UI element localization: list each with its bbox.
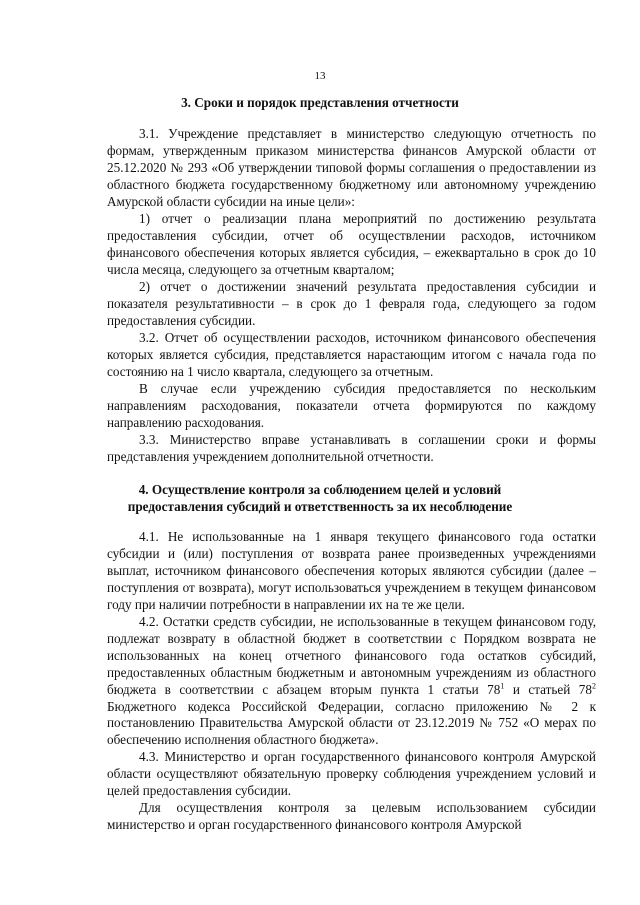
paragraph-4-2 (107, 614, 596, 749)
paragraph-4-1: 4.1. Не использованные на 1 января текущего финансового года остатки субсидии и (или) поступления от возврата ранее произведенных учреждениями выплат, источником финансового обеспечения которых являются субсидии (далее – поступления от возврата), могут использоваться учреждением в текущем финансовом году при наличии потребности в направлении их на те же цели. (107, 529, 596, 612)
paragraph-4-2-text-1: 4.2. Остатки средств субсидии, не использованные в текущем финансовом году, подлежат возврату в областной бюджет в соответствии с Порядком возврата не использованных на конец отчетного финансового года остатков субсидий, предоставленных областным бюджетным и автономным учреждениям из областного бюджета в соответствии с абзацем вторым пункта 1 статьи 78 (107, 614, 596, 697)
paragraph-4-2-text-3: Бюджетного кодекса Российской Федерации, согласно приложению № 2 к постановлению Правительства Амурской области от 23.12.2019 № 752 «О мерах по обеспечению исполнения областного бюджета». (107, 698, 596, 748)
paragraph-4-3-note: Для осуществления контроля за целевым использованием субсидии министерство и орган государственного финансового контроля Амурской (107, 800, 596, 832)
section-4-heading (100, 481, 540, 515)
section-3-heading: 3. Сроки и порядок представления отчетности (181, 95, 459, 110)
paragraph-4-3: 4.3. Министерство и орган государственного финансового контроля Амурской области осуществляют обязательную проверку соблюдения учреждением условий и целей предоставления субсидии. (107, 749, 596, 798)
page-number: 13 (314, 70, 326, 82)
paragraph-3-2: 3.2. Отчет об осуществлении расходов, источником финансового обеспечения которых является субсидия, представляется нарастающим итогом с начала года по состоянию на 1 число квартала, следующего за отчетным. (107, 330, 596, 379)
paragraph-4-2-text-2: и статьей 78 (504, 681, 592, 697)
superscript-2: 2 (591, 681, 596, 691)
section-4-heading-line-1: 4. Осуществление контроля за соблюдением целей и условий (138, 482, 502, 497)
paragraph-3-1-item-2: 2) отчет о достижении значений результата предоставления субсидии и показателя результативности – в срок до 1 февраля года, следующего за годом предоставления субсидии. (107, 279, 596, 328)
paragraph-3-1: 3.1. Учреждение представляет в министерство следующую отчетность по формам, утвержденным приказом министерства финансов Амурской области от 25.12.2020 № 293 «Об утверждении типовой формы соглашения о предоставлении из областного бюджета государственному бюджетному или автономному учреждению Амурской области субсидии на иные цели»: (107, 126, 596, 209)
paragraph-3-2-note: В случае если учреждению субсидия предоставляется по нескольким направлениям расходования, показатели отчета формируются по каждому направлению расходования. (107, 381, 596, 430)
section-4-heading-line-2: предоставления субсидий и ответственность за их несоблюдение (127, 499, 513, 514)
paragraph-3-3: 3.3. Министерство вправе устанавливать в соглашении сроки и формы представления учреждением дополнительной отчетности. (107, 432, 596, 464)
superscript-1: 1 (500, 681, 505, 691)
paragraph-3-1-item-1: 1) отчет о реализации плана мероприятий по достижению результата предоставления субсидии, отчет об осуществлении расходов, источником финансового обеспечения которых является субсидия, – ежеквартально в срок до 10 числа месяца, следующего за отчетным кварталом; (107, 211, 596, 277)
